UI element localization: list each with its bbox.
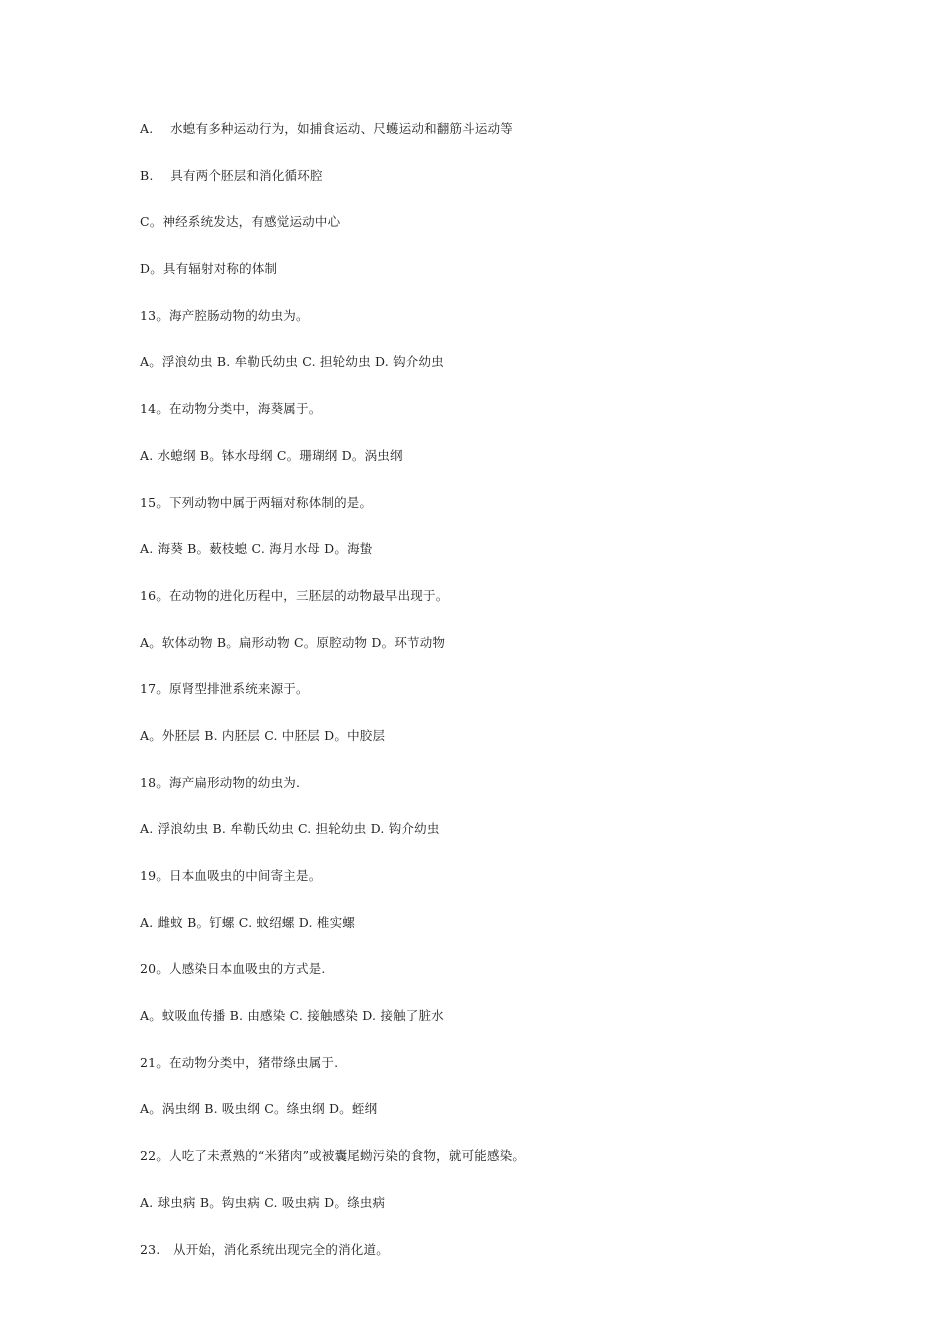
option-line: D。具有辐射对称的体制: [140, 261, 278, 277]
question-line: 14。在动物分类中，海葵属于。: [140, 401, 322, 417]
option-line: A。软体动物 B。扁形动物 C。原腔动物 D。环节动物: [140, 634, 446, 650]
option-line: A. 海葵 B。薮枝螅 C. 海月水母 D。海蛰: [140, 541, 373, 557]
question-line: 17。原肾型排泄系统来源于。: [140, 681, 309, 697]
option-line: A。涡虫纲 B. 吸虫纲 C。绦虫纲 D。蛭纲: [140, 1101, 378, 1117]
question-line: 18。海产扁形动物的幼虫为.: [140, 774, 301, 790]
option-line: A。蚊吸血传播 B. 由感染 C. 接触感染 D. 接触了脏水: [140, 1008, 444, 1024]
option-line: A. 水螅有多种运动行为，如捕食运动、尺蠖运动和翻筋斗运动等: [140, 121, 513, 136]
option-line: A. 浮浪幼虫 B. 牟勒氏幼虫 C. 担轮幼虫 D. 钩介幼虫: [140, 821, 440, 837]
option-line: A. 雌蚊 B。钉螺 C. 蚊绍螺 D. 椎实螺: [140, 914, 355, 930]
option-line: A。浮浪幼虫 B. 牟勒氏幼虫 C. 担轮幼虫 D. 钩介幼虫: [140, 354, 444, 370]
question-line: 23. 从开始，消化系统出现完全的消化道。: [140, 1241, 389, 1257]
question-line: 15。下列动物中属于两辐对称体制的是。: [140, 494, 373, 510]
option-line: A. 水螅纲 B。钵水母纲 C。珊瑚纲 D。涡虫纲: [140, 447, 403, 463]
option-line: C。神经系统发达，有感觉运动中心: [140, 214, 341, 230]
question-line: 13。海产腔肠动物的幼虫为。: [140, 307, 309, 323]
question-text-list: [140, 119, 525, 1286]
option-line: A. 球虫病 B。钩虫病 C. 吸虫病 D。绦虫病: [140, 1194, 386, 1210]
question-line: 16。在动物的进化历程中，三胚层的动物最早出现于。: [140, 587, 449, 603]
question-line: 19。日本血吸虫的中间寄主是。: [140, 868, 322, 883]
question-line: 22。人吃了未煮熟的“米猪肉”或被囊尾蚴污染的食物，就可能感染。: [140, 1148, 526, 1164]
option-line: B. 具有两个胚层和消化循环腔: [140, 167, 323, 183]
question-line: 21。在动物分类中，猪带绦虫属于.: [140, 1054, 339, 1070]
option-line: A。外胚层 B. 内胚层 C. 中胚层 D。中胶层: [140, 727, 386, 743]
question-line: 20。人感染日本血吸虫的方式是.: [140, 961, 326, 977]
